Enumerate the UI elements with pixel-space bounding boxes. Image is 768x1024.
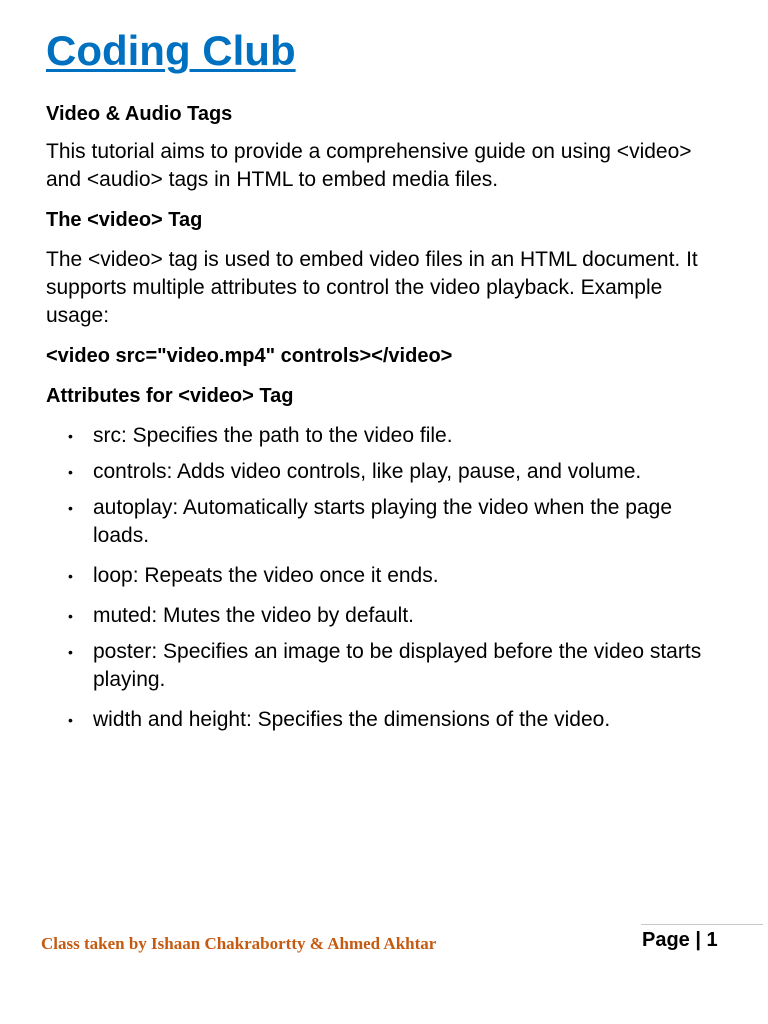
list-item-text: width and height: Specifies the dimensions of the video. <box>93 708 611 731</box>
attributes-list <box>46 422 726 734</box>
list-item-text: muted: Mutes the video by default. <box>93 604 415 627</box>
document-body <box>46 100 726 742</box>
list-item <box>46 422 726 450</box>
list-item-text: src: Specifies the path to the video file. <box>93 424 453 447</box>
list-item <box>46 458 726 486</box>
bullet-icon: • <box>68 712 73 728</box>
video-tag-description: The <video> tag is used to embed video files in an HTML document. It supports multiple attributes to control the video playback. Example usage: <box>46 248 698 327</box>
footer-divider <box>641 924 763 925</box>
club-title: Coding Club <box>46 27 296 74</box>
list-item-text: poster: Specifies an image to be displayed before the video starts playing. <box>93 640 702 691</box>
page-number: Page | 1 <box>642 929 718 951</box>
bullet-icon: • <box>68 464 73 480</box>
section-heading: Video & Audio Tags <box>46 103 233 125</box>
list-item-text: controls: Adds video controls, like play, pause, and volume. <box>93 460 642 483</box>
code-example: <video src="video.mp4" controls></video> <box>46 345 453 367</box>
footer-author-credit: Class taken by Ishaan Chakrabortty & Ahmed Akhtar <box>41 934 437 953</box>
list-item <box>46 706 726 734</box>
list-item-text: autoplay: Automatically starts playing the video when the page loads. <box>93 496 673 547</box>
bullet-icon: • <box>68 608 73 624</box>
bullet-icon: • <box>68 644 73 660</box>
attributes-heading: Attributes for <video> Tag <box>46 385 294 407</box>
bullet-icon: • <box>68 500 73 516</box>
intro-paragraph: This tutorial aims to provide a comprehensive guide on using <video> and <audio> tags in HTML to embed media files. <box>46 140 692 191</box>
list-item-text: loop: Repeats the video once it ends. <box>93 564 439 587</box>
list-item <box>46 494 726 550</box>
list-item <box>46 562 726 590</box>
bullet-icon: • <box>68 428 73 444</box>
list-item <box>46 602 726 630</box>
video-tag-heading: The <video> Tag <box>46 209 203 231</box>
list-item <box>46 638 726 694</box>
bullet-icon: • <box>68 568 73 584</box>
